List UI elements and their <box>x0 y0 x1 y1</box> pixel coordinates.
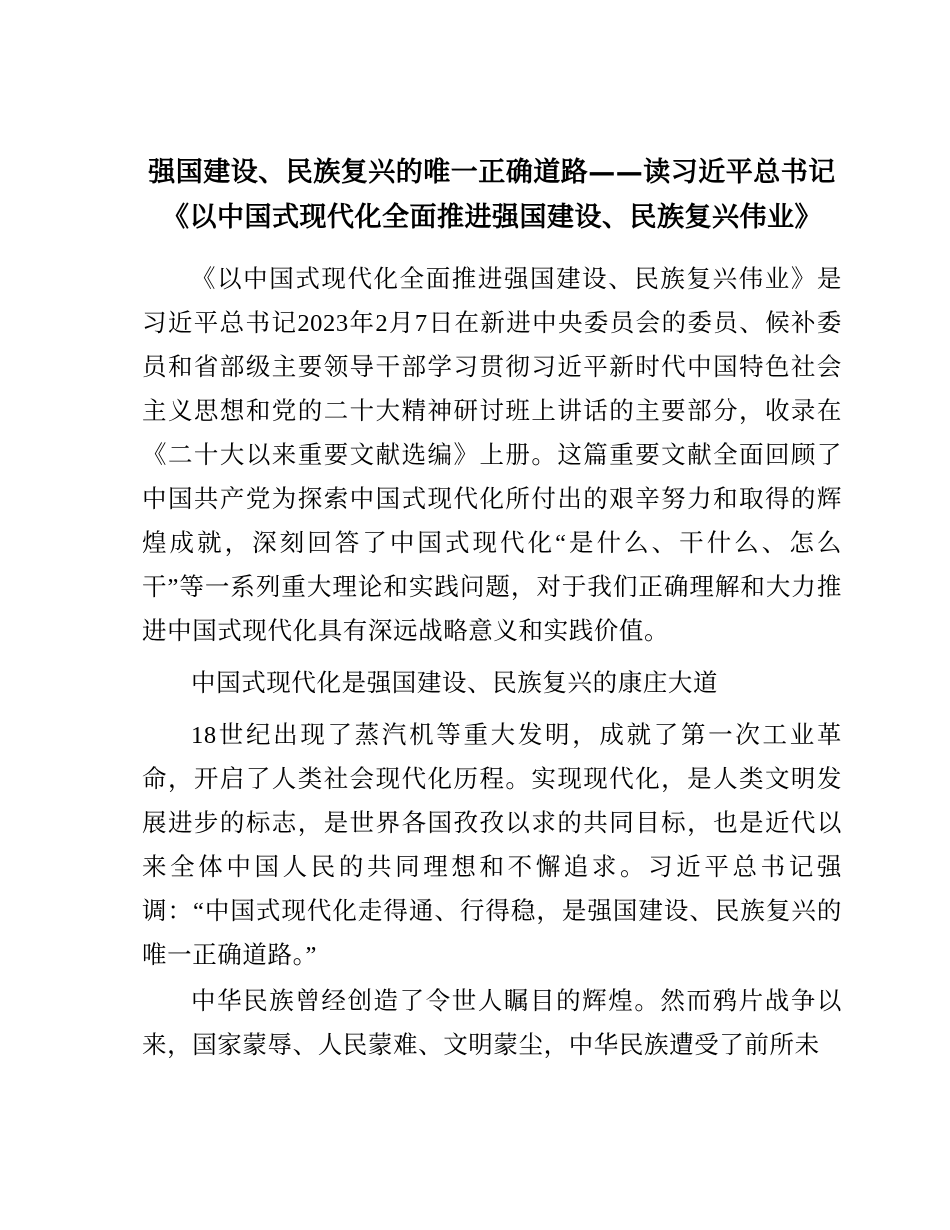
paragraph-body-2: 中华民族曾经创造了令世人瞩目的辉煌。然而鸦片战争以来，国家蒙辱、人民蒙难、文明蒙尘，中华民族遭受了前所未 <box>142 988 842 1059</box>
section-subheading: 中国式现代化是强国建设、民族复兴的康庄大道 <box>191 670 719 697</box>
paragraph-body-1: 18世纪出现了蒸汽机等重大发明，成就了第一次工业革命，开启了人类社会现代化历程。实现现代化，是人类文明发展进步的标志，是世界各国孜孜以求的共同目标，也是近代以来全体中国人民的共同理想和不懈追求。习近平总书记强调：“中国式现代化走得通、行得稳，是强国建设、民族复兴的唯一正确道路。” <box>142 722 842 969</box>
paragraph-intro: 《以中国式现代化全面推进强国建设、民族复兴伟业》是习近平总书记2023年2月7日在新进中央委员会的委员、候补委员和省部级主要领导干部学习贯彻习近平新时代中国特色社会主义思想和党的二十大精神研讨班上讲话的主要部分，收录在《二十大以来重要文献选编》上册。这篇重要文献全面回顾了中国共产党为探索中国式现代化所付出的艰辛努力和取得的辉煌成就，深刻回答了中国式现代化“是什么、干什么、怎么干”等一系列重大理论和实践问题，对于我们正确理解和大力推进中国式现代化具有深远战略意义和实践价值。 <box>142 266 842 645</box>
page-title: 强国建设、民族复兴的唯一正确道路——读习近平总书记《以中国式现代化全面推进强国建设、民族复兴伟业》 <box>148 157 836 233</box>
